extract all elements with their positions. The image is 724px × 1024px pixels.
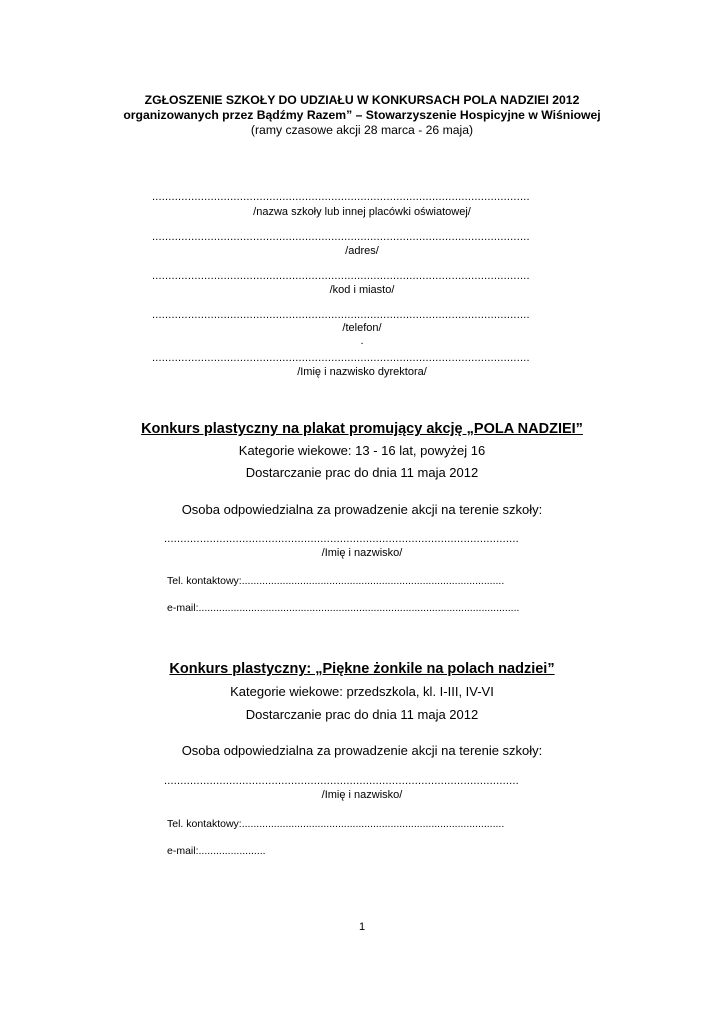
contest1-deadline: Dostarczanie prac do dnia 11 maja 2012 — [245, 465, 479, 480]
contest1-responsible: Osoba odpowiedzialna za prowadzenie akcji na terenie szkoły: — [181, 502, 543, 517]
contest2-categories: Kategorie wiekowe: przedszkola, kl. I-III, IV-VI — [230, 684, 494, 699]
contest2-name-label: /Imię i nazwisko/ — [321, 789, 403, 801]
city-label: /kod i miasto/ — [329, 284, 395, 296]
director-label: /Imię i nazwisko dyrektora/ — [297, 366, 427, 378]
school-name-field[interactable]: .................................................................................................................... — [152, 191, 530, 203]
director-field[interactable]: .................................................................................................................... — [152, 352, 530, 364]
page-number: 1 — [358, 921, 366, 933]
organizer-line: organizowanych przez Bądźmy Razem” – Stowarzyszenie Hospicyjne w Wiśniowej — [123, 108, 601, 122]
contest1-title: Konkurs plastyczny na plakat promujący akcję „POLA NADZIEI” — [141, 421, 583, 437]
city-field[interactable]: .................................................................................................................... — [152, 270, 530, 282]
address-label: /adres/ — [345, 245, 379, 257]
school-name-label: /nazwa szkoły lub innej placówki oświatowej/ — [253, 206, 471, 218]
phone-label: /telefon/ — [342, 322, 382, 334]
contest1-categories: Kategorie wiekowe: 13 - 16 lat, powyżej 16 — [238, 443, 486, 458]
contest2-responsible: Osoba odpowiedzialna za prowadzenie akcji na terenie szkoły: — [181, 743, 543, 758]
contest1-phone-field[interactable]: Tel. kontaktowy:.......................................................................................... — [167, 575, 505, 587]
address-field[interactable]: .................................................................................................................... — [152, 231, 530, 243]
contest2-title: Konkurs plastyczny: „Piękne żonkile na polach nadziei” — [169, 661, 555, 677]
timeframe-line: (ramy czasowe akcji 28 marca - 26 maja) — [250, 123, 474, 137]
contest2-deadline: Dostarczanie prac do dnia 11 maja 2012 — [245, 707, 479, 722]
contest1-name-label: /Imię i nazwisko/ — [321, 547, 403, 559]
contest1-email-field[interactable]: e-mail:.............................................................................................................. — [167, 602, 520, 614]
contest2-phone-field[interactable]: Tel. kontaktowy:.......................................................................................... — [167, 818, 505, 830]
contest2-name-field[interactable]: ............................................................................................................. — [164, 775, 519, 787]
phone-field[interactable]: .................................................................................................................... — [152, 309, 530, 321]
form-title: ZGŁOSZENIE SZKOŁY DO UDZIAŁU W KONKURSACH POLA NADZIEI 2012 — [144, 93, 580, 107]
dot-mark: . — [360, 335, 364, 347]
contest1-name-field[interactable]: ............................................................................................................. — [164, 533, 519, 545]
contest2-email-field[interactable]: e-mail:....................... — [167, 845, 266, 857]
